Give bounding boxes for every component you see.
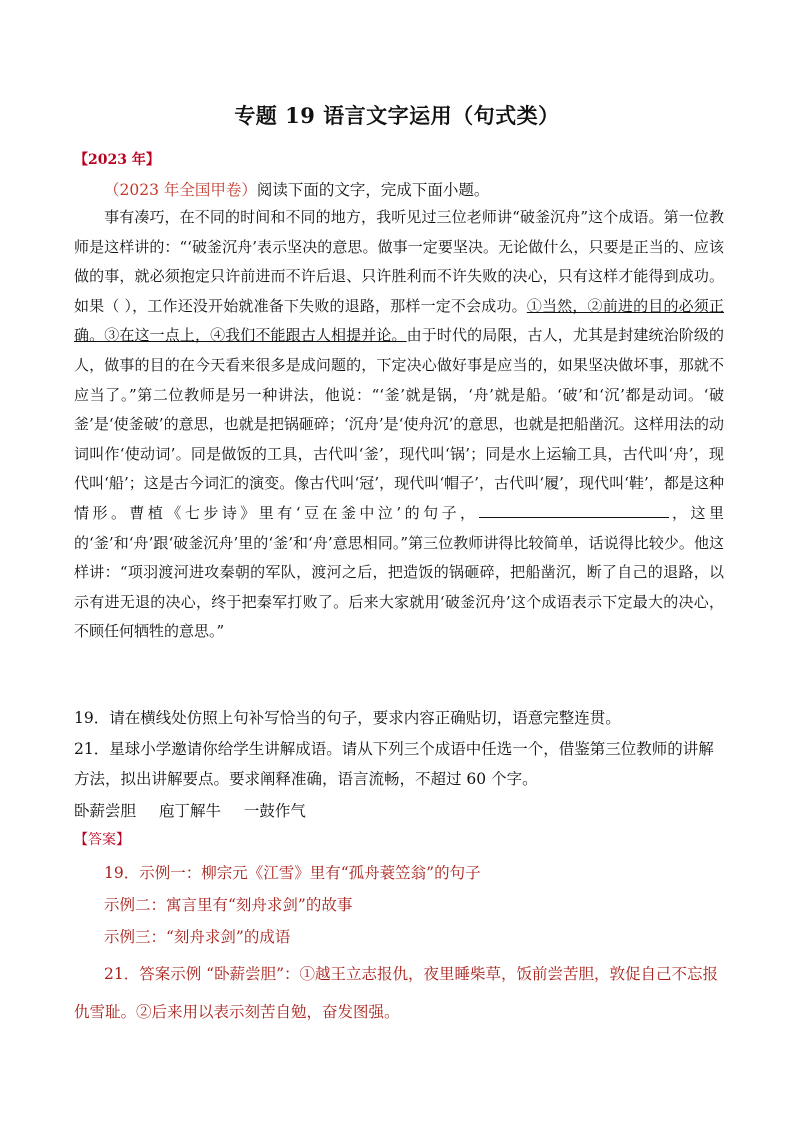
exam-source: （2023 年全国甲卷）: [104, 181, 257, 199]
question-19: 19．请在横线处仿照上句补写恰当的句子，要求内容正确贴切，语意完整连贯。: [74, 709, 621, 727]
fill-in-blank[interactable]: [479, 503, 669, 518]
idiom-item: 一鼓作气: [243, 802, 306, 820]
passage-part-1: 事有凑巧，在不同的时间和不同的地方，我听见过三位老师讲“破釜沉舟”这个成语。第一位教师是这样讲的：“‘破釜沉舟’表示坚决的意思。做事一定要坚决。无论做什么，只要是正当的、应该做的事，就必须抱定只许前进而不许后退、只许胜利而不许失败的决心，只有这样才能得到成功。如果（ ），工作还没开始就准备下失败的退路，那样一定不会成功。: [74, 208, 724, 315]
intro-text: 阅读下面的文字，完成下面小题。: [256, 181, 490, 199]
answer-21: [74, 955, 724, 1031]
answer-19-example-2: 示例二：寓言里有“刻舟求剑”的故事: [104, 896, 353, 914]
answer-19-example-3: 示例三：“刻舟求剑”的成语: [104, 928, 291, 946]
idiom-list: [74, 799, 324, 821]
question-21: 21．星球小学邀请你给学生讲解成语。请从下列三个成语中任选一个，借鉴第三位教师的讲解方法，拟出讲解要点。要求阐释准确，语言流畅，不超过 60 个字。: [74, 740, 714, 788]
answer-21-text: 21．答案示例 “卧薪尝胆”：①越王立志报仇，夜里睡柴草，饭前尝苦胆，敦促自己不忘报仇雪耻。②后来用以表示刻苦自勉，奋发图强。: [74, 965, 719, 1021]
reading-passage: [74, 203, 724, 647]
passage-part-2: 由于时代的局限，古人，尤其是封建统治阶级的人，做事的目的在今天看来很多是成问题的，下定决心做好事是应当的，如果坚决做坏事，那就不应当了。”第二位教师是另一种讲法，他说：“‘釜’就是锅，‘舟’就是船。‘破’和‘沉’都是动词。‘破釜’是‘使釜破’的意思，也就是把锅砸碎；‘沉舟’是‘使舟沉’的意思，也就是把船凿沉。这样用法的动词叫作‘使动词’。同是做饭的工具，古代叫‘釜’，现代叫‘锅’；同是水上运输工具，古代叫‘舟’，现代叫‘船’；这是古今词汇的演变。像古代叫‘冠’，现代叫‘帽子’，古代叫‘履’，现代叫‘鞋’，都是这种情形。曹植《七步诗》里有‘豆在釜中泣’的句子，: [74, 326, 724, 522]
passage-part-3: ，这里的‘釜’和‘舟’跟‘破釜沉舟’里的‘釜’和‘舟’意思相同。”第三位教师讲得比较简单，话说得比较少。他这样讲：“项羽渡河进攻秦朝的军队，渡河之后，把造饭的锅砸碎，把船凿沉，断了自己的退路，以示有进无退的决心，终于把秦军打败了。后来大家就用‘破釜沉舟’这个成语表示下定最大的决心，不顾任何牺牲的意思。”: [74, 503, 724, 641]
answer-19-example-1: 19．示例一：柳宗元《江雪》里有“孤舟蓑笠翁”的句子: [104, 864, 481, 882]
page-title: 专题 19 语言文字运用（句式类）: [234, 103, 560, 128]
question-intro: [104, 178, 489, 200]
year-tag: 【2023 年】: [74, 152, 160, 168]
underlined-sentence: ①当然，②前进的目的必须正确。③在这一点上，④我们不能跟古人相提并论。: [74, 296, 724, 345]
idiom-item: 庖丁解牛: [158, 802, 221, 820]
answer-tag: 【答案】: [74, 832, 130, 848]
idiom-item: 卧薪尝胆: [74, 802, 137, 820]
